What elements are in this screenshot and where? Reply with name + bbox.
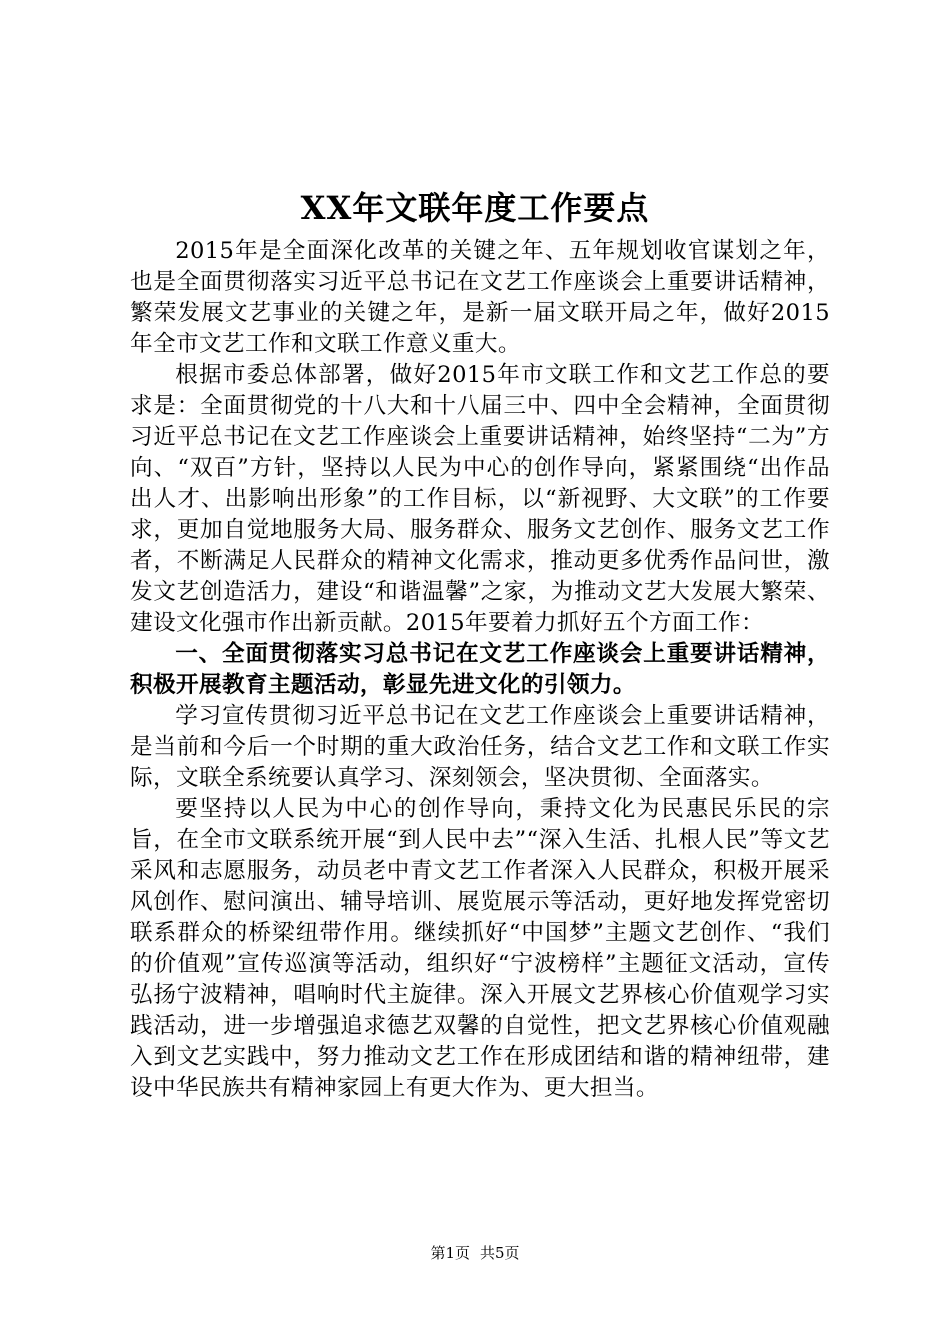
page-number: 第1页	[430, 1244, 470, 1262]
page-footer	[0, 1242, 950, 1264]
paragraph-study: 学习宣传贯彻习近平总书记在文艺工作座谈会上重要讲话精神，是当前和今后一个时期的重大政治任务，结合文艺工作和文联工作实际，文联全系统要认真学习、深刻领会，坚决贯彻、全面落实。	[130, 703, 830, 791]
page-total: 共5页	[480, 1244, 520, 1262]
paragraph-requirements: 根据市委总体部署，做好2015年市文联工作和文艺工作总的要求是：全面贯彻党的十八大和十八届三中、四中全会精神，全面贯彻习近平总书记在文艺工作座谈会上重要讲话精神，始终坚持“二为”方向、“双百”方针，坚持以人民为中心的创作导向，紧紧围绕“出作品出人才、出影响出形象”的工作目标，以“新视野、大文联”的工作要求，更加自觉地服务大局、服务群众、服务文艺创作、服务文艺工作者，不断满足人民群众的精神文化需求，推动更多优秀作品问世，激发文艺创造活力，建设“和谐温馨”之家，为推动文艺大发展大繁荣、建设文化强市作出新贡献。2015年要着力抓好五个方面工作：	[130, 362, 830, 636]
document-title: XX年文联年度工作要点	[300, 189, 650, 227]
document-body	[130, 236, 830, 1104]
section-heading-1: 一、全面贯彻落实习总书记在文艺工作座谈会上重要讲话精神，积极开展教育主题活动，彰显先进文化的引领力。	[130, 641, 830, 698]
paragraph-intro: 2015年是全面深化改革的关键之年、五年规划收官谋划之年，也是全面贯彻落实习近平总书记在文艺工作座谈会上重要讲话精神，繁荣发展文艺事业的关键之年，是新一届文联开局之年，做好2015年全市文艺工作和文联工作意义重大。	[130, 238, 830, 357]
paragraph-people-centered: 要坚持以人民为中心的创作导向，秉持文化为民惠民乐民的宗旨，在全市文联系统开展“到人民中去”“深入生活、扎根人民”等文艺采风和志愿服务，动员老中青文艺工作者深入人民群众，积极开展采风创作、慰问演出、辅导培训、展览展示等活动，更好地发挥党密切联系群众的桥梁纽带作用。继续抓好“中国梦”主题文艺创作、“我们的价值观”宣传巡演等活动，组织好“宁波榜样”主题征文活动，宣传弘扬宁波精神，唱响时代主旋律。深入开展文艺界核心价值观学习实践活动，进一步增强追求德艺双馨的自觉性，把文艺界核心价值观融入到文艺实践中，努力推动文艺工作在形成团结和谐的精神纽带，建设中华民族共有精神家园上有更大作为、更大担当。	[130, 796, 830, 1101]
